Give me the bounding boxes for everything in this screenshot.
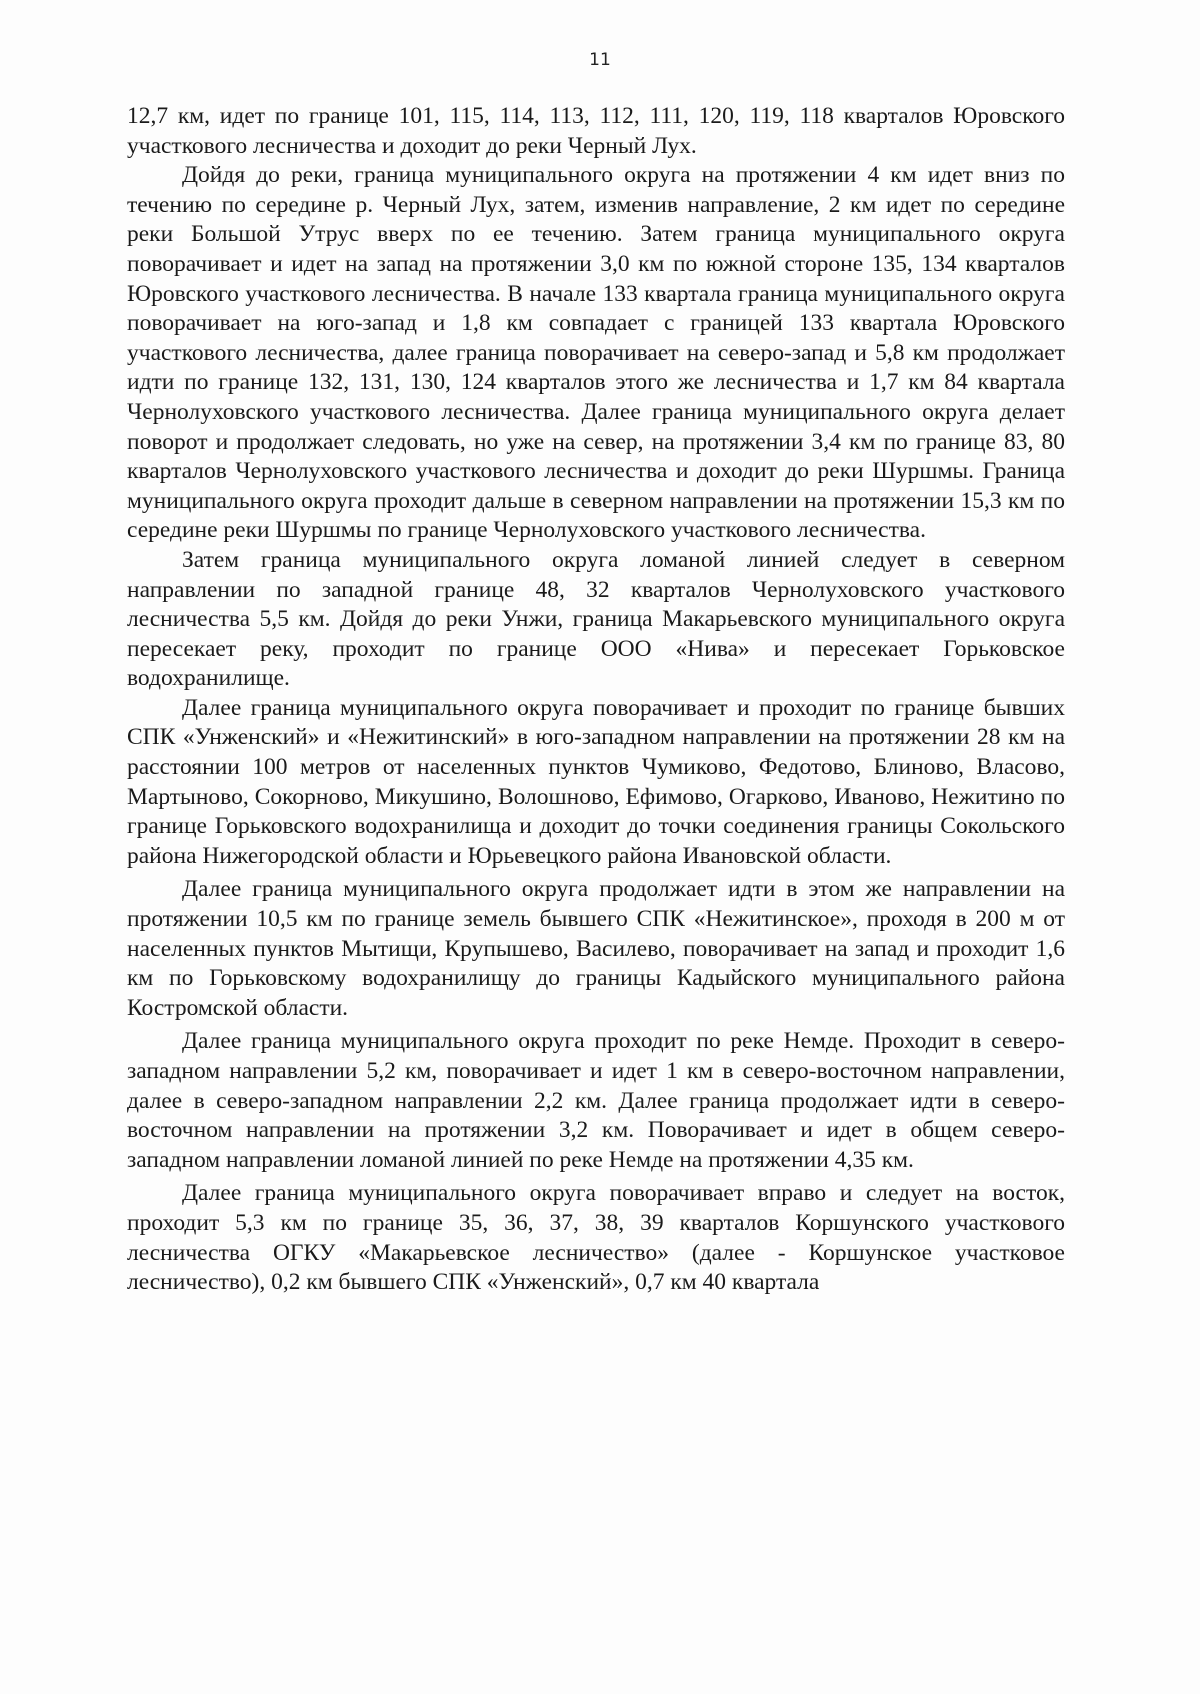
paragraph-4: Далее граница муниципального округа поворачивает и проходит по границе бывших СПК «Унженский» и «Нежитинский» в юго-западном направлении на протяжении 28 км на расстоянии 100 метров от населенных пунктов Чумиково, Федотово, Блиново, Власово, Мартыново, Сокорново, Микушино, Волошново, Ефимово, Огарково, Иваново, Нежитино по границе Горьковского водохранилища и доходит до точки соединения границы Сокольского района Нижегородской области и Юрьевецкого района Ивановской области. (127, 694, 1065, 869)
page-number: 11 (589, 50, 611, 70)
paragraph-5: Далее граница муниципального округа продолжает идти в этом же направлении на протяжении 10,5 км по границе земель бывшего СПК «Нежитинское», проходя в 200 м от населенных пунктов Мытищи, Крупышево, Василево, поворачивает на запад и проходит 1,6 км по Горьковскому водохранилищу до границы Кадыйского муниципального района Костромской области. (127, 876, 1065, 1021)
paragraph-7: Далее граница муниципального округа поворачивает вправо и следует на восток, проходит 5,3 км по границе 35, 36, 37, 38, 39 кварталов Коршунского участкового лесничества ОГКУ «Макарьевское лесничество» (далее - Коршунское участковое лесничество), 0,2 км бывшего СПК «Унженский», 0,7 км 40 квартала (127, 1180, 1065, 1296)
paragraph-1: 12,7 км, идет по границе 101, 115, 114, 113, 112, 111, 120, 119, 118 кварталов Юровского участкового лесничества и доходит до реки Черный Лух. (127, 103, 1065, 159)
document-body (127, 102, 1065, 1298)
paragraph-2: Дойдя до реки, граница муниципального округа на протяжении 4 км идет вниз по течению по середине р. Черный Лух, затем, изменив направление, 2 км идет по середине реки Большой Утрус вверх по ее течению. Затем граница муниципального округа поворачивает и идет на запад на протяжении 3,0 км по южной стороне 135, 134 кварталов Юровского участкового лесничества. В начале 133 квартала граница муниципального округа поворачивает на юго-запад и 1,8 км совпадает с границей 133 квартала Юровского участкового лесничества, далее граница поворачивает на северо-запад и 5,8 км продолжает идти по границе 132, 131, 130, 124 кварталов этого же лесничества и 1,7 км 84 квартала Чернолуховского участкового лесничества. Далее граница муниципального округа делает поворот и продолжает следовать, но уже на север, на протяжении 3,4 км по границе 83, 80 кварталов Чернолуховского участкового лесничества и доходит до реки Шуршмы. Граница муниципального округа проходит дальше в северном направлении на протяжении 15,3 км по середине реки Шуршмы по границе Чернолуховского участкового лесничества. (127, 162, 1065, 544)
paragraph-3: Затем граница муниципального округа ломаной линией следует в северном направлении по западной границе 48, 32 кварталов Чернолуховского участкового лесничества 5,5 км. Дойдя до реки Унжи, граница Макарьевского муниципального округа пересекает реку, проходит по границе ООО «Нива» и пересекает Горьковское водохранилище. (127, 546, 1065, 692)
paragraph-6: Далее граница муниципального округа проходит по реке Немде. Проходит в северо-западном направлении 5,2 км, поворачивает и идет 1 км в северо-восточном направлении, далее в северо-западном направлении 2,2 км. Далее граница продолжает идти в северо-восточном направлении на протяжении 3,2 км. Поворачивает и идет в общем северо-западном направлении ломаной линией по реке Немде на протяжении 4,35 км. (127, 1028, 1065, 1173)
